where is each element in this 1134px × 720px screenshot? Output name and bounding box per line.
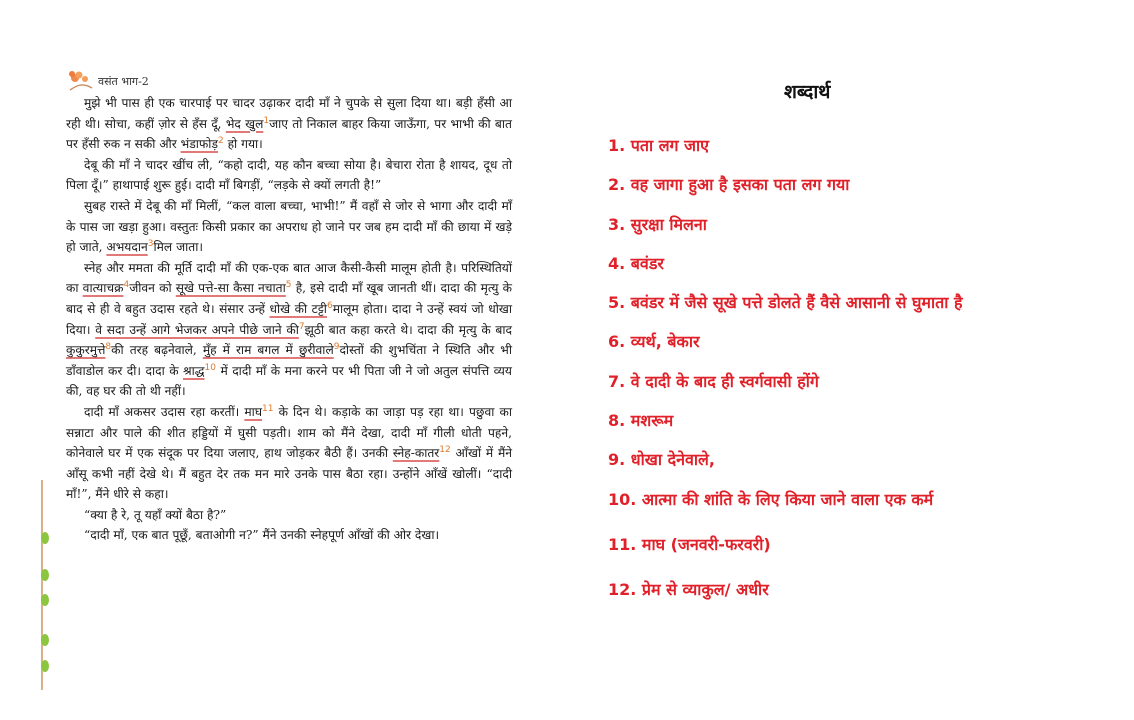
text-run: है, इसे दादी माँ खूब जानती थीं। दादा की मृत्यु के बाद से ही वे बहुत उदास — [66, 281, 513, 316]
footnote-number: 9 — [333, 342, 340, 353]
paragraph — [66, 93, 512, 155]
underlined-word: वे सदा उन्हें आगे भेजकर अपने पीछे जाने की — [95, 322, 299, 337]
glossary-list — [608, 134, 962, 623]
underlined-word: भंडाफोड़ — [180, 137, 218, 152]
text-run: झूठी बात कहा करते थे। दादा की — [304, 322, 454, 337]
textbook-page — [40, 60, 513, 660]
text-run: मना करने पर भी पिता जी ने जो अतुल संपत्ति व्यय की, वह घर की तो थी नहीं। — [66, 363, 512, 399]
footnote-number: 4 — [123, 280, 130, 291]
text-run: निकाल बाहर किया जाऊँगा, पर भाभी की बात पर हँसी रुक न सकी और — [66, 116, 512, 152]
header-title: वसंत भाग-2 — [98, 74, 149, 88]
text-run: हो गया। — [223, 137, 263, 152]
glossary-item: 6. व्यर्थ, बेकार — [608, 332, 700, 352]
underlined-word: भेद खुल — [225, 116, 264, 131]
text-run: मैंने देखा, दादी माँ गीली धोती पहने, कोनेवाले घर में एक संदूक पर दिया जलाए, — [66, 425, 513, 461]
glossary-item: 3. सुरक्षा मिलना — [608, 214, 707, 234]
text-run: के दिन थे। कड़ाके का जाड़ा पड़ — [273, 404, 424, 419]
footnote-number: 8 — [105, 342, 112, 353]
paragraph — [66, 525, 512, 546]
text-run: आँखों में मैंने आँसू कभी नहीं देखे थे। — [66, 446, 513, 481]
text-run: से भागा और दादी माँ के पास जा खड़ा हुआ। वस्तुतः किसी प्रकार का अपराध — [66, 198, 512, 234]
text-run: मालूम होती है। परिस्थितियों का — [66, 260, 512, 296]
text-run: की तरह बढ़नेवाले, — [111, 343, 203, 358]
text-run: मिल जाता। — [153, 240, 203, 255]
footnote-number: 6 — [326, 300, 333, 311]
glossary-item: 11. माघ (जनवरी-फरवरी) — [608, 534, 771, 554]
glossary-item: 9. धोखा देनेवाले, — [608, 450, 715, 470]
paragraph — [66, 196, 512, 258]
footnote-number: 12 — [439, 445, 451, 456]
text-run: जीवन को — [129, 281, 176, 296]
text-run: ओर देखा। — [393, 528, 440, 543]
footnote-number: 10 — [204, 362, 216, 373]
glossary-item: 5. बवंडर में जैसे सूखे पत्ते डोलते हैं वैसे आसानी से घुमाता है — [608, 293, 963, 313]
text-run: हाथ जोड़कर बैठी हैं। उनकी — [264, 446, 393, 461]
footnote-number: 11 — [262, 403, 274, 414]
footnote-number: 7 — [298, 321, 305, 332]
text-run: मालूम होता। दादा ने उन्हें स्वयं जो धोखा दिया। — [66, 301, 513, 337]
glossary-item: 4. बवंडर — [608, 253, 664, 273]
glossary-item: 7. वे दादी के बाद ही स्वर्गवासी होंगे — [608, 371, 819, 391]
footnote-number: 1 — [263, 115, 270, 126]
text-run: दादी माँ अकसर उदास रहा करतीं। — [84, 404, 245, 419]
text-run: से क्यों लगती है!” — [301, 178, 382, 193]
glossary-item: 12. प्रेम से व्याकुल/ अधीर — [608, 579, 769, 599]
text-run: मैं बहुत देर तक मन मारे उनके पास बैठा रहा। उन्होंने आँखें खोलीं। “दादी माँ!”, — [66, 466, 512, 502]
text-run: दोस्तों — [339, 343, 364, 358]
paragraph — [66, 402, 512, 505]
flower-icon — [66, 68, 96, 94]
leaf-vine-icon — [40, 480, 50, 690]
text-run: की शुभचिंता ने स्थिति और भी डाँवाडोल कर दी। दादा के — [66, 343, 512, 378]
underlined-word: वात्याचक्र — [82, 281, 124, 296]
glossary-item: 2. वह जागा हुआ है इसका पता लग गया — [608, 175, 850, 195]
text-run: “क्या है रे, तू यहाँ क्यों बैठा है?” — [84, 507, 227, 522]
underlined-word: माघ — [244, 404, 263, 419]
paragraph — [66, 155, 512, 196]
text-run: में दादी माँ के — [216, 363, 281, 378]
text-run: मृत्यु के बाद — [458, 322, 513, 337]
text-run: सुबह रास्ते में देबू की माँ मिलीं, “कल वाला बच्चा, भाभी!” मैं वहाँ से जोर — [84, 198, 413, 213]
text-run: स्नेह और ममता की मूर्ति दादी माँ की एक-एक बात आज कैसी-कैसी — [84, 260, 387, 275]
underlined-word: स्नेह-कातर — [392, 446, 440, 461]
underlined-word: मुँह में राम बगल में छुरीवाले — [202, 343, 334, 358]
text-run: रहा था। पछुवा का सन्नाटा और पाले की शीत हड्डियों में घुसी पड़ती। शाम को — [66, 404, 512, 440]
underlined-word: कुकुरमुत्ते — [66, 343, 106, 358]
text-run: मुझे भी पास ही एक चारपाई पर चादर उढ़ाकर दादी माँ ने चुपके से सुला — [84, 96, 407, 110]
footnote-number: 3 — [147, 239, 154, 250]
text-run: हो जाने पर जब हम दादी माँ की छाया में खड़े हो जाते, — [66, 219, 513, 255]
footnote-number: 5 — [285, 280, 292, 291]
text-run: मैंने धीरे से कहा। — [95, 487, 169, 502]
text-run: जाए तो — [269, 116, 303, 131]
glossary-item: 10. आत्मा की शांति के लिए किया जाने वाला एक कर्म — [608, 489, 934, 509]
glossary-panel — [600, 60, 1120, 660]
footnote-number: 2 — [217, 136, 224, 147]
glossary-item: 8. मशरूम — [608, 411, 674, 431]
text-run: “दादी माँ, एक बात पूछूँ, बताओगी न?” मैंने उनकी स्नेहपूर्ण आँखों की — [84, 528, 390, 543]
story-text — [66, 93, 512, 546]
text-run: दिया था। बड़ी हँसी आ रही थी। सोचा, कहीं ज़ोर से हँस दूँ, — [66, 96, 513, 131]
glossary-title: शब्दार्थ — [784, 81, 831, 103]
page-header — [66, 68, 149, 94]
underlined-word: धोखे की टट्टी — [269, 301, 327, 316]
underlined-word: अभयदान — [106, 240, 148, 255]
paragraph — [66, 505, 512, 526]
text-run: देबू की माँ ने चादर खींच ली, “कहो दादी, यह कौन बच्चा सोया है। बेचारा — [84, 157, 412, 172]
glossary-item: 1. पता लग जाए — [608, 136, 709, 155]
underlined-word: श्राद्ध — [183, 363, 205, 378]
paragraph — [66, 258, 512, 402]
underlined-word: सूखे पत्ते-सा कैसा नचाता — [175, 281, 286, 296]
text-run: रहते थे। संसार उन्हें — [179, 301, 270, 316]
text-run: रोता है शायद, दूध तो पिला दूँ।” हाथापाई शुरू हुई। दादी माँ बिगड़ीं, “लड़के — [66, 157, 512, 193]
